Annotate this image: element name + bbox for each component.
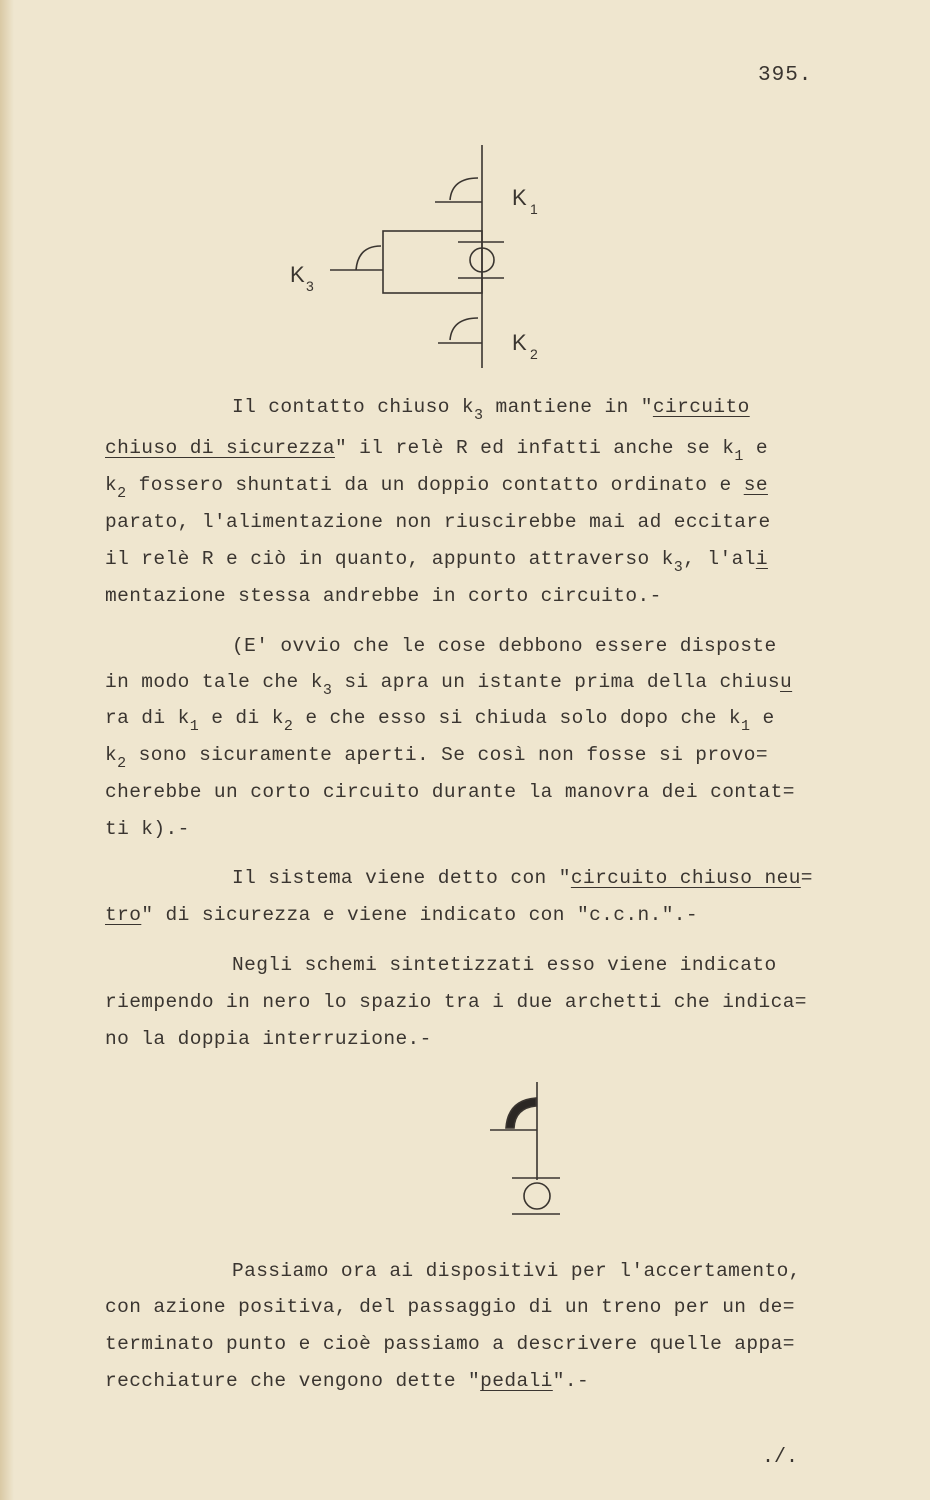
ccn-relay-circle <box>524 1183 550 1209</box>
para1-line3: $k_2$ fossero shuntati da un doppio contatto ordinato e se <box>105 474 768 502</box>
para5-line4: recchiature che vengono dette "pedali".- <box>105 1370 590 1392</box>
para3-line2: tro" di sicurezza e viene indicato con "c.c.n.".- <box>105 904 698 926</box>
relay-contact-diagram <box>0 0 930 380</box>
continuation-mark: ./. <box>762 1446 799 1469</box>
para1-line1: Il contatto chiuso $k_3$ mantiene in "circuito <box>232 396 750 424</box>
para5-line1: Passiamo ora ai dispositivi per l'accertamento, <box>232 1260 801 1282</box>
para2-line3: ra di $k_1$ e di $k_2$ e che esso si chiuda solo dopo che $k_1$ e <box>105 707 775 735</box>
para2-line1: (E' ovvio che le cose debbono essere disposte <box>232 635 777 657</box>
k3-contact-arc <box>356 246 381 270</box>
k1-label-sub: 1 <box>530 201 538 217</box>
ccn-symbol-diagram <box>0 1080 930 1240</box>
page-number: 395. <box>758 64 813 87</box>
para4-line3: no la doppia interruzione.- <box>105 1028 432 1050</box>
para1-line6: mentazione stessa andrebbe in corto circuito.- <box>105 585 662 607</box>
k2-label: K <box>512 330 527 355</box>
para5-line3: terminato punto e cioè passiamo a descrivere quelle appa= <box>105 1333 795 1355</box>
k3-label-sub: 3 <box>306 278 314 294</box>
k3-label: K <box>290 262 305 287</box>
para2-line6: ti k).- <box>105 818 190 840</box>
para5-line2: con azione positiva, del passaggio di un treno per un de= <box>105 1296 795 1318</box>
para2-line2: in modo tale che $k_3$ si apra un istante prima della chiusu <box>105 671 793 699</box>
para2-line5: cherebbe un corto circuito durante la manovra dei contat= <box>105 781 795 803</box>
k2-contact-arc <box>450 318 478 340</box>
k2-label-sub: 2 <box>530 346 538 362</box>
para1-line2: chiuso di sicurezza" il relè R ed infatti anche se $k_1$ e <box>105 437 768 465</box>
shunt-loop <box>383 231 482 293</box>
para1-line5: il relè R e ciò in quanto, appunto attraverso $k_3$, l'ali <box>105 548 768 576</box>
para3-line1: Il sistema viene detto con "circuito chiuso neu= <box>232 867 813 889</box>
ccn-filled-arcs <box>506 1098 536 1128</box>
k1-contact-arc <box>450 178 478 200</box>
k1-label: K <box>512 185 527 210</box>
para2-line4: $k_2$ sono sicuramente aperti. Se così non fosse si provo= <box>105 744 768 772</box>
para4-line1: Negli schemi sintetizzati esso viene indicato <box>232 954 777 976</box>
para4-line2: riempendo in nero lo spazio tra i due archetti che indica= <box>105 991 807 1013</box>
para1-line4: parato, l'alimentazione non riuscirebbe mai ad eccitare <box>105 511 771 533</box>
